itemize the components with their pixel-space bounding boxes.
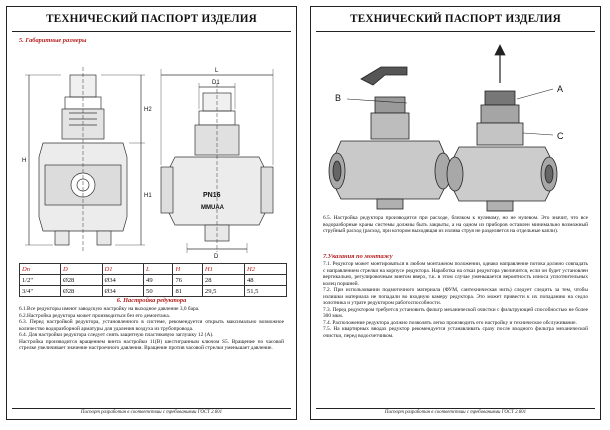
table-cell: 1/2" — [20, 275, 61, 286]
paragraph-6-4-cont: Настройка производится вращением винта настройки 11(В) шестигранным ключом S5. Вращение по часовой стрелке увеличивает значение настроечного давления. Вращение против часовой стрелки уменьшает давление. — [19, 338, 284, 352]
label-H1: H1 — [144, 193, 152, 199]
section-5-heading: 5. Габаритные размеры — [19, 37, 87, 44]
table-cell: Ø34 — [102, 286, 144, 297]
table-row — [20, 286, 287, 297]
label-L: L — [215, 68, 219, 74]
right-page — [310, 6, 601, 420]
table-cell: Ø28 — [60, 286, 102, 297]
section-6-heading: 6. Настройка редуктора — [116, 297, 187, 304]
table-cell: 29,5 — [202, 286, 244, 297]
callout-C: C — [557, 131, 564, 141]
title-divider — [12, 31, 291, 32]
table-cell: 81 — [173, 286, 202, 297]
left-page-footer: Паспорт разработан в соответствии с требованиями ГОСТ 2.601 — [80, 410, 223, 415]
adjustment-illustration — [321, 37, 593, 213]
right-page-footer: Паспорт разработан в соответствии с требованиями ГОСТ 2.601 — [384, 410, 527, 415]
dimension-drawing — [15, 47, 290, 259]
label-D: D — [214, 254, 219, 259]
table-header-cell: D1 — [102, 264, 144, 275]
brand-mark: MMUAA — [201, 205, 224, 211]
table-cell: 3/4" — [20, 286, 61, 297]
table-cell: 28 — [202, 275, 244, 286]
callout-A: A — [557, 84, 564, 94]
paragraph-7-4: 7.4. Расположение редуктора должно позволять легко производить его настройку и техническое обслуживание. — [323, 319, 577, 326]
paragraph-7-1: 7.1. Редуктор может монтироваться в любом монтажном положении, однако направление потока должно совпадать с направлением стрелки на корпусе редуктора. Наработка на отказ редуктора увеличится, если он будет установлен вертикально, регулировочным винтом вверх, т.к. в этом случае уменьшается вероятность износа уплотнительных колец поршней. — [323, 261, 588, 287]
paragraph-6-5 — [323, 215, 588, 235]
table-cell: 76 — [173, 275, 202, 286]
footer-divider — [12, 408, 291, 409]
right-page-title: ТЕХНИЧЕСКИЙ ПАСПОРТ ИЗДЕЛИЯ — [350, 13, 561, 25]
dimensions-table — [19, 263, 287, 297]
left-page — [6, 6, 297, 420]
paragraph-6-4: 6.4. Для настройки редуктора следует снять защитную пластиковую заглушку 12 (А). — [19, 332, 214, 339]
paragraph-6-5-text: 6.5. Настройка редуктора производится при расходе, близком к нулевому, но не нулевом. Это значит, что все водоразборные краны системы должны быть закрыты, а на одном из приборов оставлен минимально возможный струйный расход (расход, при котором выходящая из излива струя не разделяется на отдельные капли). — [323, 215, 588, 235]
table-cell: Ø28 — [60, 275, 102, 286]
table-cell: 48 — [244, 275, 286, 286]
paragraph-6-2: 6.2.Настройка редуктора может производиться без его демонтажа. — [19, 312, 171, 319]
table-row — [20, 275, 287, 286]
footer-divider — [316, 408, 595, 409]
table-cell: 50 — [144, 286, 173, 297]
paragraph-6-3: 6.3. Перед настройкой редуктора, установленного в системе, рекомендуется открыть максимально возможное количество водоразборной арматуры для удаления воздуха из трубопровода. — [19, 319, 284, 332]
title-divider — [316, 31, 595, 32]
table-cell: 51,5 — [244, 286, 286, 297]
left-page-title: ТЕХНИЧЕСКИЙ ПАСПОРТ ИЗДЕЛИЯ — [46, 13, 257, 25]
table-header-cell: H — [173, 264, 202, 275]
label-H2: H2 — [144, 107, 152, 113]
pn-mark: PN16 — [203, 192, 221, 199]
section-7-body — [323, 261, 588, 340]
callout-B: B — [335, 93, 342, 103]
paragraph-6-1: 6.1.Все редукторы имеют заводскую настройку на выходное давление 3,0 бара. — [19, 306, 200, 312]
label-H: H — [22, 158, 27, 164]
table-header-cell: D — [60, 264, 102, 275]
table-header-cell: H1 — [202, 264, 244, 275]
paragraph-7-5: 7.5. На квартирных вводах редуктор рекомендуется устанавливать сразу после входного фильтра механической очистки, перед водосчетчиком. — [323, 326, 588, 340]
table-cell: Ø34 — [102, 275, 144, 286]
section-6-body — [19, 306, 284, 352]
section-7-heading: 7.Указания по монтажу — [323, 253, 393, 260]
table-header-cell: Dn — [20, 264, 61, 275]
table-header-cell: H2 — [244, 264, 286, 275]
paragraph-7-2: 7.2. При использовании подмоточного материала (ФУМ, сантехническая нить) следует следить за тем, чтобы излишки материала не попадали во входную камеру редуктора. Это может привести к их попаданию на седло золотника и утрате редуктором работоспособности. — [323, 287, 588, 307]
label-D1: D1 — [212, 80, 220, 86]
table-header-cell: L — [144, 264, 173, 275]
table-header-row — [20, 264, 287, 275]
paragraph-7-3: 7.3. Перед редуктором требуется установить фильтр механической очистки с фильтрующей способностью не более 300 мкм. — [323, 306, 588, 320]
table-cell: 49 — [144, 275, 173, 286]
